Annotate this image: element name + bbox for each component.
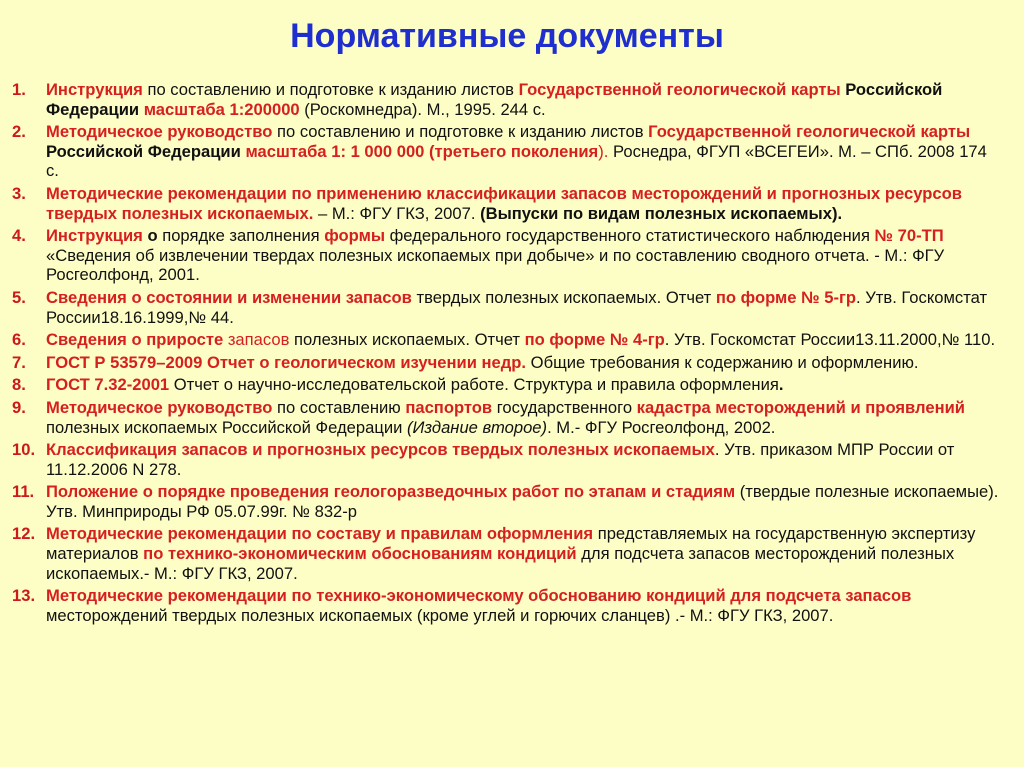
highlighted-text: по форме № 5-гр	[715, 287, 857, 307]
body-text: . Утв. Госкомстат России18.16.1999,№ 44.	[46, 287, 988, 327]
highlighted-text: Классификация запасов и прогнозных ресурсов твердых полезных ископаемых	[46, 440, 715, 460]
body-text: «Сведения об извлечении твердах полезных ископаемых при добыче» и по составлению сводного отчета. - М.: ФГУ Росгеолфонд, 2001.	[46, 245, 945, 285]
body-text: (Издание второе)	[406, 417, 548, 437]
body-text: Роснедра, ФГУП «ВСЕГЕИ». М. – СПб. 2008 174 с.	[46, 141, 987, 181]
highlighted-text: Сведения о состоянии и изменении запасов	[46, 287, 412, 307]
list-item	[12, 440, 1002, 479]
item-text	[46, 586, 1002, 625]
item-text	[46, 353, 1002, 373]
item-text	[46, 184, 1002, 223]
highlighted-text: Сведения о приросте	[46, 330, 224, 350]
list-item	[12, 586, 1002, 625]
highlighted-text: Методическое руководство	[46, 397, 273, 417]
item-number: 4.	[12, 226, 26, 246]
item-number: 6.	[12, 330, 26, 350]
highlighted-text: запасов	[223, 330, 290, 350]
body-text: для подсчета запасов месторождений полезных ископаемых.- М.: ФГУ ГКЗ, 2007.	[46, 544, 955, 583]
body-text: .	[778, 375, 784, 395]
highlighted-text: № 70-ТП	[874, 226, 944, 246]
highlighted-text: ГОСТ Р 53579–2009 Отчет о геологическом изучении недр.	[46, 352, 527, 372]
list-item	[12, 482, 1002, 521]
body-text: Отчет о научно-исследовательской работе. Структура и правила оформления	[169, 375, 779, 395]
highlighted-text: формы	[324, 226, 386, 246]
body-text: Общие требования к содержанию и оформлению.	[526, 352, 919, 372]
highlighted-text: Методические рекомендации по составу и правилам оформления	[46, 524, 594, 544]
item-text	[46, 80, 1002, 119]
highlighted-text: по технико-экономическим обоснованиям кондиций	[143, 544, 577, 564]
item-number: 2.	[12, 122, 26, 142]
body-text: – М.: ФГУ ГКЗ, 2007.	[313, 203, 481, 223]
body-text: полезных ископаемых. Отчет	[289, 330, 525, 350]
highlighted-text: ГОСТ 7.32-2001	[46, 375, 170, 395]
item-number: 12.	[12, 524, 36, 544]
item-number: 1.	[12, 80, 26, 99]
item-number: 11.	[12, 482, 35, 502]
document-list	[12, 80, 1002, 625]
highlighted-text: паспортов	[405, 397, 493, 417]
body-text: (твердые полезные ископаемые). Утв. Минприроды РФ 05.07.99г. № 832-р	[46, 482, 999, 521]
item-text	[46, 288, 1002, 327]
body-text: по составлению и подготовке к изданию листов	[272, 122, 649, 142]
body-text: о	[142, 226, 158, 246]
item-number: 7.	[12, 352, 26, 372]
body-text: федерального государственного статистического наблюдения	[385, 226, 875, 246]
list-item	[12, 122, 1002, 181]
list-item	[12, 226, 1002, 285]
item-text	[46, 440, 1002, 479]
body-text: месторождений твердых полезных ископаемых (кроме углей и горючих сланцев) .- М.: ФГУ ГКЗ, 2007.	[46, 605, 834, 625]
body-text: . Утв. приказом МПР России от 11.12.2006 N 278.	[46, 440, 955, 479]
item-text	[46, 375, 1002, 395]
body-text: по составлению	[272, 397, 406, 417]
item-number: 9.	[12, 397, 26, 417]
highlighted-text: ).	[598, 141, 609, 161]
highlighted-text: масштаба 1:200000	[143, 99, 300, 119]
list-item	[12, 353, 1002, 373]
item-number: 10.	[12, 440, 36, 460]
item-number: 8.	[12, 375, 26, 395]
body-text: . Утв. Госкомстат России13.11.2000,№ 110.	[664, 330, 996, 350]
list-item	[12, 375, 1002, 395]
item-text	[46, 482, 1002, 521]
list-item	[12, 80, 1002, 119]
item-text	[46, 524, 1002, 583]
item-text	[46, 330, 1002, 350]
item-number: 5.	[12, 287, 26, 307]
highlighted-text: по форме № 4-гр	[524, 330, 665, 350]
highlighted-text: Инструкция	[46, 80, 143, 99]
highlighted-text: кадастра месторождений и проявлений	[636, 397, 965, 417]
item-text	[46, 398, 1002, 437]
body-text: Российской Федерации	[46, 141, 246, 161]
body-text: (Выпуски по видам полезных ископаемых).	[480, 203, 843, 223]
list-item	[12, 330, 1002, 350]
item-number: 13.	[12, 586, 36, 606]
body-text: представляемых на государственную экспертизу материалов	[46, 524, 976, 564]
item-text	[46, 122, 1002, 181]
page-title: Нормативные документы	[290, 17, 724, 55]
body-text: Российской Федерации	[46, 80, 943, 119]
highlighted-text: Инструкция	[46, 226, 143, 246]
list-item	[12, 288, 1002, 327]
highlighted-text: Методические рекомендации по применению классификации запасов месторождений и прогнозных ресурсов твердых полезных ископаемых.	[46, 183, 962, 223]
body-text: . М.- ФГУ Росгеолфонд, 2002.	[547, 417, 776, 437]
body-text: государственного	[492, 397, 637, 417]
item-text	[46, 226, 1002, 285]
highlighted-text: Методические рекомендации по технико-экономическому обоснованию кондиций для подсчета запасов	[46, 586, 912, 606]
highlighted-text: Методическое руководство	[46, 122, 273, 142]
list-item	[12, 184, 1002, 223]
body-text: полезных ископаемых Российской Федерации	[46, 417, 407, 437]
item-number: 3.	[12, 183, 26, 203]
list-item	[12, 398, 1002, 437]
body-text: твердых полезных ископаемых. Отчет	[411, 287, 716, 307]
list-item	[12, 524, 1002, 583]
highlighted-text: масштаба 1: 1 000 000 (третьего поколения	[245, 141, 599, 161]
body-text: по составлению и подготовке к изданию листов	[142, 80, 519, 99]
highlighted-text: Государственной геологической карты	[648, 122, 971, 142]
highlighted-text: Положение о порядке проведения геологоразведочных работ по этапам и стадиям	[46, 482, 736, 502]
highlighted-text: Государственной геологической карты	[518, 80, 841, 99]
body-text: порядке заполнения	[157, 226, 325, 246]
body-text: (Роскомнедра). М., 1995. 244 с.	[299, 99, 546, 119]
